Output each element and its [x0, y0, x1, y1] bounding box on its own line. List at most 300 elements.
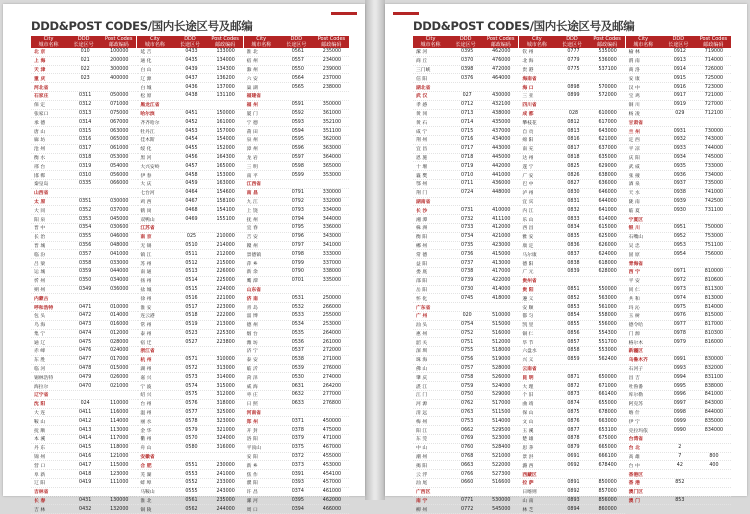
table-row: [137, 461, 242, 470]
post-cell: 462000: [322, 498, 342, 504]
post-cell: 530000: [492, 498, 511, 504]
province-heading-row: [413, 488, 518, 497]
city-cell: 阜 新: [34, 472, 46, 478]
post-cell: 551700: [598, 339, 617, 345]
post-cell: 671000: [598, 383, 617, 389]
city-cell: 台湾省: [628, 437, 644, 443]
ddd-cell: 0561: [291, 49, 304, 55]
ddd-cell: 0475: [79, 339, 92, 345]
city-header: [31, 36, 66, 48]
ddd-cell: 0859: [567, 357, 580, 363]
post-cell: 337000: [322, 260, 342, 266]
table-row: [244, 83, 349, 92]
table-row: [137, 268, 242, 277]
table-row: [413, 233, 518, 242]
table-row: [244, 74, 349, 83]
city-cell: 曲 靖: [522, 402, 534, 408]
post-cell: 157000: [216, 128, 235, 134]
ddd-cell: 0979: [673, 339, 686, 345]
post-cell: 856000: [598, 498, 617, 504]
ddd-cell: 0936: [673, 172, 686, 178]
post-cell: 061000: [110, 146, 129, 152]
city-cell: 昆 明: [522, 375, 534, 381]
ddd-cell: 0433: [185, 49, 198, 55]
city-cell: 楚 雄: [522, 437, 534, 443]
city-cell: 鹰 潭: [246, 279, 258, 285]
table-row: [519, 382, 624, 391]
table-row: [626, 189, 731, 198]
province-heading-row: [244, 409, 349, 418]
post-cell: 436000: [492, 181, 511, 187]
table-row: [519, 286, 624, 295]
city-cell: 黄 石: [416, 120, 428, 126]
post-cell: 800: [709, 454, 719, 460]
province-heading-row: [626, 118, 731, 127]
city-cell: 牡丹江: [140, 129, 155, 135]
post-cell: 155100: [216, 216, 235, 222]
ddd-header-cn: 长途区号: [179, 42, 200, 48]
city-cell: 温 州: [140, 411, 152, 417]
post-cell: 332000: [322, 198, 342, 204]
table-row: [137, 198, 242, 207]
ddd-cell: 0953: [673, 242, 686, 248]
city-header-en: City: [531, 36, 542, 42]
city-cell: 荆 门: [416, 191, 428, 197]
ddd-cell: 0532: [291, 304, 304, 310]
post-cell: 625000: [598, 234, 617, 240]
ddd-cell: 0916: [673, 84, 686, 90]
table-rows: [137, 48, 242, 514]
ddd-cell: 0355: [79, 234, 92, 240]
ddd-cell: 0438: [185, 93, 198, 99]
table-row: [244, 321, 349, 330]
city-cell: 自 贡: [522, 129, 534, 135]
ddd-cell: 0816: [567, 137, 580, 143]
table-row: [137, 154, 242, 163]
city-cell: 郑 州: [246, 419, 258, 425]
table-row: [31, 233, 136, 242]
table-row: [413, 435, 518, 444]
city-cell: 临 汾: [34, 252, 46, 258]
ddd-cell: 0468: [185, 207, 198, 213]
ddd-cell: 7: [678, 454, 682, 460]
table-row: [626, 294, 731, 303]
city-cell: 淮 北: [140, 499, 152, 505]
post-cell: 678000: [598, 410, 617, 416]
city-header-cn: 城市名称: [526, 42, 547, 48]
ddd-cell: 0514: [185, 278, 198, 284]
ddd-cell: 0478: [79, 366, 92, 372]
table-row: [626, 101, 731, 110]
ddd-cell: 0453: [185, 128, 198, 134]
post-cell: 115000: [110, 462, 129, 468]
post-cell: 067000: [110, 119, 129, 125]
table-row: [244, 435, 349, 444]
table-row: [519, 171, 624, 180]
ddd-cell: 0996: [673, 392, 686, 398]
ddd-cell: 0876: [567, 418, 580, 424]
post-cell: 318000: [216, 401, 235, 407]
post-cell: 161000: [216, 119, 235, 125]
table-row: [137, 294, 242, 303]
post-header-en: Post Codes: [105, 36, 133, 42]
city-cell: 商 丘: [416, 59, 428, 65]
city-cell: 大兴安岭: [140, 164, 160, 170]
post-cell: 315000: [216, 383, 235, 389]
table-row: [626, 74, 731, 83]
city-cell: 广 州: [416, 314, 428, 320]
post-cell: 164300: [216, 154, 235, 160]
table-row: [626, 303, 731, 312]
table-row: [626, 330, 731, 339]
ddd-cell: 0352: [79, 207, 92, 213]
ddd-cell: 0596: [291, 146, 304, 152]
post-cell: 400000: [110, 75, 129, 81]
post-cell: 537100: [598, 66, 617, 72]
post-cell: 351100: [322, 128, 342, 134]
city-cell: 抚 顺: [34, 428, 46, 434]
table-row: [31, 92, 136, 101]
post-cell: 810600: [704, 278, 724, 284]
ddd-cell: 0736: [461, 251, 474, 257]
table-row: [31, 479, 136, 488]
ddd-cell: 0917: [673, 93, 686, 99]
table-row: [413, 242, 518, 251]
ddd-cell: 0518: [185, 313, 198, 319]
post-cell: 624000: [598, 251, 617, 257]
post-cell: 733000: [704, 163, 724, 169]
ddd-cell: 0349: [79, 286, 92, 292]
ddd-cell: 0457: [185, 163, 198, 169]
city-header-en: City: [149, 36, 160, 42]
ddd-cell: 0792: [291, 198, 304, 204]
post-cell: 200000: [110, 58, 129, 64]
ddd-cell: 0376: [461, 75, 474, 81]
city-cell: 湘 潭: [416, 217, 428, 223]
post-cell: 130000: [110, 498, 129, 504]
city-cell: 天 津: [34, 67, 46, 73]
city-cell: 赣 州: [246, 243, 258, 249]
post-cell: 650000: [598, 374, 617, 380]
table-row: [519, 206, 624, 215]
post-cell: 666100: [598, 454, 617, 460]
ddd-cell: 0760: [461, 445, 474, 451]
city-cell: 镇 江: [140, 252, 152, 258]
post-cell: 831100: [704, 374, 724, 380]
ddd-cell: 0715: [461, 128, 474, 134]
ddd-cell: 0414: [79, 436, 92, 442]
post-cell: 562400: [598, 357, 617, 363]
province-heading-row: [137, 347, 242, 356]
city-cell: 朔 州: [34, 287, 46, 293]
ddd-cell: 0813: [567, 128, 580, 134]
ddd-cell: 0535: [291, 330, 304, 336]
ddd-cell: 0691: [567, 454, 580, 460]
city-cell: 绵 阳: [522, 138, 534, 144]
ddd-header-en: DDD: [672, 36, 685, 42]
table-row: [137, 250, 242, 259]
table-row: [519, 347, 624, 356]
page-corner-mark: [331, 12, 357, 15]
table-row: [519, 303, 624, 312]
city-cell: 保 定: [34, 103, 46, 109]
table-row: [413, 92, 518, 101]
table-row: [413, 505, 518, 514]
ddd-cell: 0935: [673, 163, 686, 169]
ddd-cell: 0357: [79, 251, 92, 257]
post-cell: 528400: [492, 445, 511, 451]
table-row: [137, 365, 242, 374]
ddd-cell: 0555: [185, 489, 198, 495]
ddd-cell: 027: [462, 93, 472, 99]
table-row: [519, 321, 624, 330]
ddd-cell: 0416: [79, 454, 92, 460]
table-row: [137, 74, 242, 83]
table-row: [137, 259, 242, 268]
post-cell: 678400: [598, 462, 617, 468]
city-cell: 吕 梁: [34, 261, 46, 267]
city-cell: 临 沂: [246, 367, 258, 373]
ddd-cell: 0711: [461, 181, 474, 187]
city-cell: 伊 宁: [628, 419, 640, 425]
table-row: [413, 145, 518, 154]
ddd-cell: 022: [80, 66, 90, 72]
ddd-cell: 0570: [185, 436, 198, 442]
post-cell: 570000: [598, 84, 617, 90]
table-row: [31, 110, 136, 119]
post-cell: 150000: [216, 110, 235, 116]
post-cell: 834000: [704, 427, 724, 433]
ddd-cell: 0977: [673, 322, 686, 328]
ddd-cell: 0318: [79, 154, 92, 160]
post-cell: 233000: [216, 480, 235, 486]
province-heading-row: [519, 101, 624, 110]
ddd-cell: 0571: [185, 357, 198, 363]
ddd-cell: 0798: [291, 251, 304, 257]
city-cell: 北 京: [34, 50, 46, 56]
ddd-cell: 0419: [79, 480, 92, 486]
city-cell: 庆 阳: [628, 155, 640, 161]
city-cell: 江苏省: [140, 226, 155, 232]
table-row: [31, 356, 136, 365]
table-row: [31, 444, 136, 453]
table-row: [244, 347, 349, 356]
city-cell: 枣 庄: [246, 393, 258, 399]
city-cell: 武 威: [628, 164, 640, 170]
table-rows: [626, 48, 731, 505]
column-group: [413, 36, 518, 513]
post-cell: 241000: [216, 471, 235, 477]
table-row: [413, 356, 518, 365]
ddd-cell: 0832: [567, 207, 580, 213]
ddd-cell: 029: [675, 110, 685, 116]
page-title: DDD&POST CODES/国内长途区号及邮编: [31, 19, 253, 33]
table-row: [31, 400, 136, 409]
city-cell: 阳 江: [416, 428, 428, 434]
city-cell: 洛 阳: [246, 437, 258, 443]
post-cell: 226000: [216, 269, 235, 275]
ddd-cell: 0576: [185, 401, 198, 407]
ddd-cell: 0738: [461, 269, 474, 275]
table-row: [137, 206, 242, 215]
city-cell: 衢 州: [140, 437, 152, 443]
city-cell: 吉 林: [34, 507, 46, 513]
post-cell: 152000: [216, 146, 235, 152]
post-cell: 274000: [322, 374, 342, 380]
ddd-cell: 0827: [567, 181, 580, 187]
table-row: [519, 48, 624, 57]
city-cell: 泉 州: [246, 138, 258, 144]
city-cell: 南 通: [140, 270, 152, 276]
city-cell: 金 华: [140, 428, 152, 434]
post-cell: 516600: [492, 480, 511, 486]
post-cell: 635000: [598, 154, 617, 160]
post-cell: 050000: [110, 93, 129, 99]
table-row: [519, 461, 624, 470]
table-row: [31, 330, 136, 339]
post-cell: 450000: [322, 418, 342, 424]
city-cell: 阳 泉: [34, 217, 46, 223]
post-cell: 117000: [110, 436, 129, 442]
city-header-cn: 城市名称: [144, 42, 165, 48]
province-heading-row: [626, 470, 731, 479]
ddd-cell: 0574: [185, 383, 198, 389]
post-cell: 344000: [322, 216, 342, 222]
city-cell: 淮 北: [246, 50, 258, 56]
ddd-cell: 0877: [567, 427, 580, 433]
ddd-cell: 0435: [185, 58, 198, 64]
post-cell: 163000: [216, 181, 235, 187]
province-heading-row: [413, 303, 518, 312]
ddd-cell: 0719: [461, 163, 474, 169]
post-cell: 731100: [704, 207, 724, 213]
ddd-cell: 0595: [291, 137, 304, 143]
city-cell: 四川省: [522, 103, 537, 109]
table-row: [626, 453, 731, 462]
ddd-cell: 0418: [79, 471, 92, 477]
post-cell: 734000: [704, 172, 724, 178]
post-cell: 467000: [322, 445, 342, 451]
ddd-cell: 0892: [567, 489, 580, 495]
post-cell: 512000: [492, 339, 511, 345]
post-cell: 618000: [598, 260, 617, 266]
post-cell: 410000: [492, 207, 511, 213]
city-cell: 景德镇: [246, 252, 262, 258]
codes-table: [413, 36, 731, 513]
ddd-cell: 853: [675, 498, 685, 504]
table-row: [413, 461, 518, 470]
post-cell: 071000: [110, 102, 129, 108]
post-cell: 362000: [322, 137, 342, 143]
ddd-cell: 0975: [673, 304, 686, 310]
post-cell: 415000: [492, 251, 511, 257]
post-header-en: Post Codes: [593, 36, 621, 42]
table-row: [31, 409, 136, 418]
post-cell: 021000: [110, 383, 129, 389]
ddd-cell: 0562: [185, 506, 198, 512]
table-row: [413, 294, 518, 303]
province-heading-row: [519, 74, 624, 83]
post-cell: 454100: [322, 471, 342, 477]
table-row: [137, 338, 242, 347]
ddd-cell: 0717: [461, 146, 474, 152]
ddd-cell: 0538: [291, 357, 304, 363]
ddd-cell: 0834: [567, 225, 580, 231]
city-cell: 滁 州: [246, 67, 258, 73]
city-header-en: City: [256, 36, 267, 42]
post-cell: 638000: [598, 172, 617, 178]
post-cell: 111000: [110, 480, 129, 486]
table-row: [626, 242, 731, 251]
table-row: [31, 57, 136, 66]
table-row: [137, 391, 242, 400]
city-cell: 通 辽: [34, 340, 46, 346]
ddd-cell: 0578: [185, 418, 198, 424]
city-header-cn: 城市名称: [251, 42, 272, 48]
post-cell: 628000: [598, 269, 617, 275]
ddd-cell: 0763: [461, 410, 474, 416]
table-row: [244, 48, 349, 57]
ddd-cell: 0530: [291, 374, 304, 380]
table-row: [244, 162, 349, 171]
city-cell: 兴 义: [522, 358, 534, 364]
table-row: [31, 426, 136, 435]
city-cell: 合 肥: [140, 463, 152, 469]
table-row: [626, 250, 731, 259]
city-header-cn: 城市名称: [38, 42, 59, 48]
post-cell: 017000: [110, 357, 129, 363]
city-cell: 怀 化: [416, 296, 428, 302]
ddd-cell: 0319: [79, 163, 92, 169]
city-cell: 贵 港: [522, 67, 534, 73]
post-cell: 448000: [492, 190, 511, 196]
post-cell: 438000: [492, 110, 511, 116]
city-cell: 阿克苏: [628, 402, 644, 408]
ddd-cell: 0476: [79, 348, 92, 354]
table-row: [31, 162, 136, 171]
ddd-cell: 852: [675, 480, 685, 486]
table-row: [244, 312, 349, 321]
post-cell: 615000: [598, 225, 617, 231]
ddd-cell: 0436: [185, 84, 198, 90]
table-row: [626, 233, 731, 242]
city-cell: 铜 陵: [140, 507, 152, 513]
city-cell: 沧 州: [34, 147, 46, 153]
post-cell: 033000: [110, 260, 129, 266]
ddd-cell: 0354: [79, 225, 92, 231]
table-row: [519, 426, 624, 435]
ddd-cell: 0833: [567, 216, 580, 222]
table-row: [519, 444, 624, 453]
table-row: [31, 127, 136, 136]
ddd-cell: 0557: [291, 58, 304, 64]
city-cell: 山东省: [246, 287, 262, 293]
post-cell: 165000: [216, 163, 235, 169]
table-row: [413, 330, 518, 339]
ddd-cell: 0593: [291, 119, 304, 125]
table-row: [31, 461, 136, 470]
city-cell: 芜 湖: [140, 472, 152, 478]
city-cell: 许 昌: [246, 490, 258, 496]
post-cell: 414000: [492, 286, 511, 292]
city-cell: 香 港: [628, 481, 640, 487]
city-cell: 清 远: [416, 411, 428, 417]
table-row: [413, 453, 518, 462]
table-row: [519, 505, 624, 514]
city-cell: 台 州: [140, 402, 152, 408]
table-row: [244, 382, 349, 391]
city-cell: 大 连: [34, 411, 46, 417]
